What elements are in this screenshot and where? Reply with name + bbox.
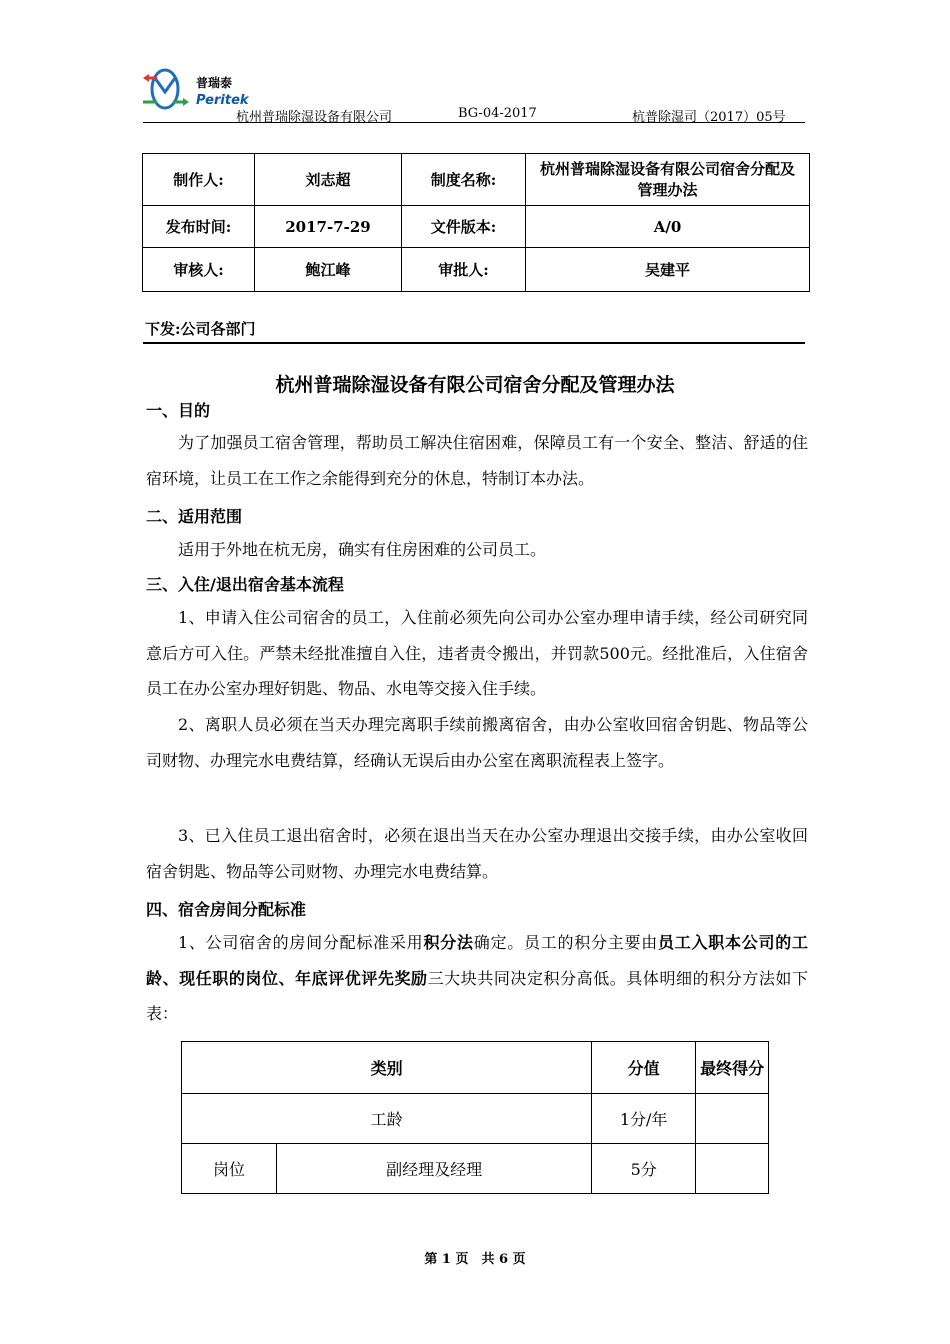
version-label: 文件版本: xyxy=(402,206,526,248)
col-category-header: 类别 xyxy=(182,1042,592,1094)
col-final-header: 最终得分 xyxy=(696,1042,769,1094)
policy-name-value: 杭州普瑞除湿设备有限公司宿舍分配及管理办法 xyxy=(526,154,810,206)
row-category: 工龄 xyxy=(182,1094,592,1144)
document-title: 杭州普瑞除湿设备有限公司宿舍分配及管理办法 xyxy=(275,374,675,396)
allocation-text-3: 三大块共同决定积分高低。具体明细的积分方法如下表： xyxy=(146,968,808,1023)
section-2-heading: 二、适用范围 xyxy=(146,507,243,526)
allocation-text-2: 确定。员工的积分主要由 xyxy=(473,933,658,952)
author-label: 制作人: xyxy=(143,154,255,206)
section-1-heading: 一、目的 xyxy=(146,401,211,420)
policy-name-label: 制度名称: xyxy=(402,154,526,206)
row-final xyxy=(696,1144,769,1194)
brand-english-name: Peritek xyxy=(196,93,249,108)
title-divider xyxy=(143,342,805,344)
document-meta-table xyxy=(142,153,810,292)
row-score: 5分 xyxy=(592,1144,696,1194)
reviewer-value: 鲍江峰 xyxy=(255,248,402,292)
release-date-value: 2017-7-29 xyxy=(255,206,402,248)
header-doc-code: BG-04-2017 xyxy=(458,106,537,121)
section-4-heading: 四、宿舍房间分配标准 xyxy=(146,900,307,919)
points-method-term: 积分法 xyxy=(423,933,474,952)
approver-label: 审批人: xyxy=(402,248,526,292)
section-3-paragraph-1: 1、申请入住公司宿舍的员工，入住前必须先向公司办公室办理申请手续，经公司研究同意后方可入住。严禁未经批准擅自入住，违者责令搬出，并罚款500元。经批准后，入住宿舍员工在办公室办理好钥匙、物品、水电等交接入住手续。 xyxy=(146,608,808,698)
release-date-label: 发布时间: xyxy=(143,206,255,248)
row-category: 岗位 xyxy=(182,1144,277,1194)
header-doc-number: 杭普除湿司（2017）05号 xyxy=(632,110,786,125)
section-3-paragraph-2: 2、离职人员必须在当天办理完离职手续前搬离宿舍，由办公室收回宿舍钥匙、物品等公司财物、办理完水电费结算，经确认无误后由办公室在离职流程表上签字。 xyxy=(146,715,808,770)
row-subcategory: 副经理及经理 xyxy=(277,1144,592,1194)
author-value: 刘志超 xyxy=(255,154,402,206)
points-table xyxy=(181,1041,769,1194)
issued-to: 下发:公司各部门 xyxy=(145,320,256,338)
row-final xyxy=(696,1094,769,1144)
header-divider xyxy=(143,122,805,123)
section-2-paragraph: 适用于外地在杭无房，确实有住房困难的公司员工。 xyxy=(178,540,547,559)
page-footer: 第 1 页 共 6 页 xyxy=(424,1252,526,1267)
section-4-paragraph-1 xyxy=(146,925,808,1032)
table-row xyxy=(182,1094,769,1144)
points-factors: 员工入职本公司的工龄、现任职的岗位、年底评优评先奖励 xyxy=(146,933,808,988)
col-score-header: 分值 xyxy=(592,1042,696,1094)
table-row xyxy=(182,1144,769,1194)
section-3-heading: 三、入住/退出宿舍基本流程 xyxy=(146,575,344,594)
header-company: 杭州普瑞除湿设备有限公司 xyxy=(236,110,393,125)
approver-value: 吴建平 xyxy=(526,248,810,292)
brand-chinese-name: 普瑞泰 xyxy=(196,76,233,90)
section-1-paragraph: 为了加强员工宿舍管理，帮助员工解决住宿困难，保障员工有一个安全、整洁、舒适的住宿环境，让员工在工作之余能得到充分的休息，特制订本办法。 xyxy=(146,433,808,488)
allocation-text-1: 1、公司宿舍的房间分配标准采用 xyxy=(178,933,424,952)
version-value: A/0 xyxy=(526,206,810,248)
row-score: 1分/年 xyxy=(592,1094,696,1144)
section-3-paragraph-3: 3、已入住员工退出宿舍时，必须在退出当天在办公室办理退出交接手续，由办公室收回宿舍钥匙、物品等公司财物、办理完水电费结算。 xyxy=(146,826,808,881)
reviewer-label: 审核人: xyxy=(143,248,255,292)
